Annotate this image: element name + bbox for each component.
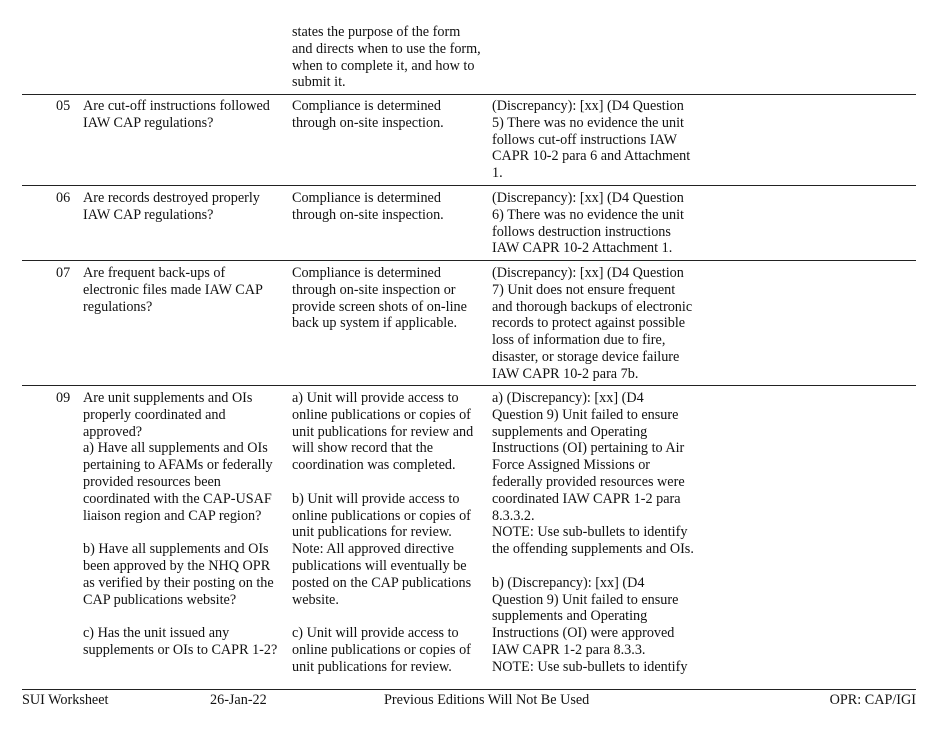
question-number: 06 [56,190,71,206]
row-divider [22,94,916,95]
row-divider [22,260,916,261]
footer-opr: OPR: CAP/IGI [829,692,916,708]
compliance-method: Compliance is determined through on-site inspection or provide screen shots of on-line back up system if applicable. [292,265,467,332]
question-number: 05 [56,98,71,114]
compliance-method: a) Unit will provide access to online publications or copies of unit publications for review and will show record that the coordination was completed. b) Unit will provide access to online publications or copies of unit publications for review. Note: All approved directive publications will eventually be posted on the CAP publications website. c) Unit will provide access to online publications or copies of unit publications for review. [292,390,474,675]
footer-notice: Previous Editions Will Not Be Used [384,692,590,708]
page-footer [22,692,916,712]
row-divider [22,185,916,186]
discrepancy-text: a) (Discrepancy): [xx] (D4 Question 9) Unit failed to ensure supplements and Operating Instructions (OI) pertaining to Air Force Assigned Missions or federally provided resources were coordinated IAW CAPR 1-2 para 8.3.3.2. NOTE: Use sub-bullets to identify the offending supplements and OIs. b) (Discrepancy): [xx] (D4 Question 9) Unit failed to ensure supplements and Operating Instructions (OI) were approved IAW CAPR 1-2 para 8.3.3. NOTE: Use sub-bullets to identify [492,390,694,675]
footer-divider [22,689,916,690]
compliance-method: Compliance is determined through on-site inspection. [292,190,444,223]
discrepancy-text: (Discrepancy): [xx] (D4 Question 5) There was no evidence the unit follows cut-off instructions IAW CAPR 10-2 para 6 and Attachment 1. [492,98,691,182]
row-divider [22,385,916,386]
discrepancy-text: (Discrepancy): [xx] (D4 Question 7) Unit does not ensure frequent and thorough backups of electronic records to protect against possible loss of information due to fire, disaster, or storage device failure IAW CAPR 10-2 para 7b. [492,265,693,382]
continued-compliance-text: states the purpose of the form and directs when to use the form, when to complete it, and how to submit it. [292,24,481,91]
question-text: Are cut-off instructions followed IAW CAP regulations? [83,98,270,131]
question-text: Are records destroyed properly IAW CAP regulations? [83,190,260,223]
footer-date: 26-Jan-22 [210,692,267,708]
question-text: Are frequent back-ups of electronic files made IAW CAP regulations? [83,265,263,315]
question-text: Are unit supplements and OIs properly coordinated and approved? a) Have all supplements and OIs pertaining to AFAMs or federally provided resources been coordinated with the CAP-USAF liaison region and CAP region? b) Have all supplements and OIs been approved by the NHQ OPR as verified by their posting on the CAP publications website? c) Has the unit issued any supplements or OIs to CAPR 1-2? [83,390,278,658]
footer-form-name: SUI Worksheet [22,692,109,708]
discrepancy-text: (Discrepancy): [xx] (D4 Question 6) There was no evidence the unit follows destruction instructions IAW CAPR 10-2 Attachment 1. [492,190,684,257]
compliance-method: Compliance is determined through on-site inspection. [292,98,444,131]
question-number: 09 [56,390,71,406]
question-number: 07 [56,265,71,281]
